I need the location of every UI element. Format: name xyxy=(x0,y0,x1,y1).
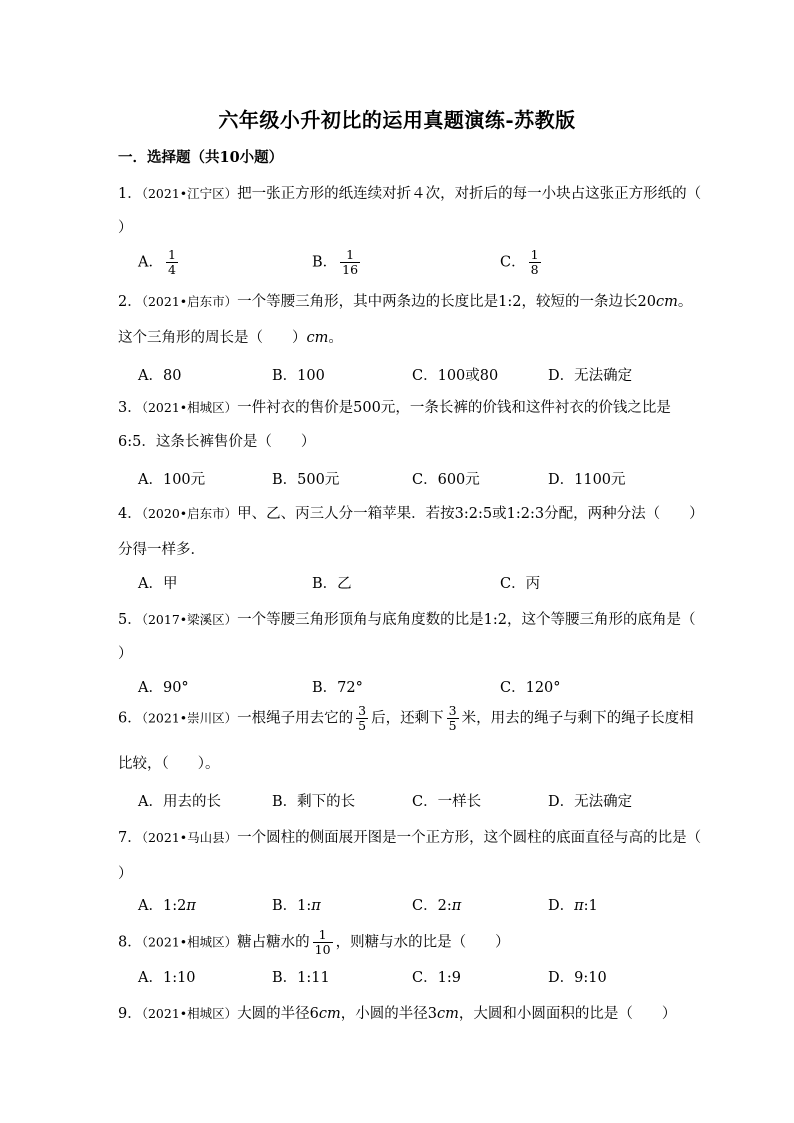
option-b[interactable]: B． $\frac{1}{16}$ xyxy=(312,247,359,277)
question-4-continuation: 分得一样多． xyxy=(118,542,205,558)
section-heading: 一．选择题（共10小题） xyxy=(118,149,284,166)
question-1-continuation: ） xyxy=(118,220,133,236)
question-7-continuation: ） xyxy=(118,866,133,882)
fraction: $\frac{3}{5}$ xyxy=(448,703,457,733)
option-d[interactable]: D．无法确定 xyxy=(548,794,633,810)
fraction: $\frac{1}{10}$ xyxy=(314,927,331,957)
question-2: 2．（2021•启东市）一个等腰三角形，其中两条边的长度比是1:2，较短的一条边长20cm。 xyxy=(118,294,693,310)
question-9: 9．（2021•相城区）大圆的半径6cm，小圆的半径3cm，大圆和小圆面积的比是（ ） xyxy=(118,1006,677,1022)
fraction: $\frac{3}{5}$ xyxy=(358,703,367,733)
question-3: 3．（2021•相城区）一件衬衣的售价是500元，一条长裤的价钱和这件衬衣的价钱之比是 xyxy=(118,400,671,416)
option-a[interactable]: A．用去的长 xyxy=(138,794,221,810)
option-a[interactable]: A．1:10 xyxy=(138,970,196,986)
option-b[interactable]: B．乙 xyxy=(312,576,352,592)
option-c[interactable]: C．丙 xyxy=(500,576,541,592)
fraction: $\frac{1}{8}$ xyxy=(530,247,539,277)
option-d[interactable]: D．1100元 xyxy=(548,472,626,488)
option-c[interactable]: C．2:π xyxy=(412,898,462,914)
question-7: 7．（2021•马山县）一个圆柱的侧面展开图是一个正方形，这个圆柱的底面直径与高的比是（ xyxy=(118,830,702,846)
question-6-continuation: 比较，（ ）。 xyxy=(118,756,220,772)
option-c[interactable]: C．120° xyxy=(500,680,561,696)
option-c[interactable]: C． $\frac{1}{8}$ xyxy=(500,247,539,277)
question-2-continuation: 这个三角形的周长是（ ）cm。 xyxy=(118,330,343,346)
option-c[interactable]: C．1:9 xyxy=(412,970,461,986)
option-a[interactable]: A．80 xyxy=(138,368,182,384)
option-d[interactable]: D．无法确定 xyxy=(548,368,633,384)
fraction: $\frac{1}{4}$ xyxy=(167,247,176,277)
option-a[interactable]: A．100元 xyxy=(138,472,206,488)
option-b[interactable]: B．500元 xyxy=(272,472,340,488)
question-5-continuation: ） xyxy=(118,646,133,662)
question-4: 4．（2020•启东市）甲、乙、丙三人分一箱苹果．若按3:2:5或1:2:3分配，两种分法（ ） xyxy=(118,506,704,522)
question-text: 把一张正方形的纸连续对折４次，对折后的每一小块占这张正方形纸的（ xyxy=(237,186,702,202)
question-number: 1． xyxy=(118,186,142,202)
option-c[interactable]: C．100或80 xyxy=(412,368,499,384)
fraction: $\frac{1}{16}$ xyxy=(342,247,359,277)
option-b[interactable]: B．1:11 xyxy=(272,970,330,986)
page-title: 六年级小升初比的运用真题演练-苏教版 xyxy=(218,108,576,132)
question-5: 5．（2017•梁溪区）一个等腰三角形顶角与底角度数的比是1:2，这个等腰三角形的底角是（ xyxy=(118,612,696,628)
option-b[interactable]: B．1:π xyxy=(272,898,321,914)
question-8: 8．（2021•相城区）糖占糖水的 $\frac{1}{10}$ ，则糖与水的比是（ ） xyxy=(118,927,510,957)
option-d[interactable]: D．9:10 xyxy=(548,970,607,986)
question-source: （2021•江宁区） xyxy=(141,186,238,201)
option-a[interactable]: A．90° xyxy=(138,680,189,696)
option-a[interactable]: A．甲 xyxy=(138,576,178,592)
option-b[interactable]: B．剩下的长 xyxy=(272,794,356,810)
option-a[interactable]: A．1:2π xyxy=(138,898,196,914)
option-d[interactable]: D．π:1 xyxy=(548,898,598,914)
question-3-continuation: 6:5．这条长裤售价是（ ） xyxy=(118,434,316,450)
option-b[interactable]: B．100 xyxy=(272,368,325,384)
option-c[interactable]: C．一样长 xyxy=(412,794,482,810)
option-c[interactable]: C．600元 xyxy=(412,472,480,488)
question-1 xyxy=(118,182,701,203)
question-6: 6．（2021•崇川区）一根绳子用去它的 $\frac{3}{5}$ 后，还剩下 $\frac{3}{5}$ 米，用去的绳子与剩下的绳子长度相 xyxy=(118,703,694,733)
option-a[interactable]: A． $\frac{1}{4}$ xyxy=(138,247,176,277)
option-b[interactable]: B．72° xyxy=(312,680,363,696)
